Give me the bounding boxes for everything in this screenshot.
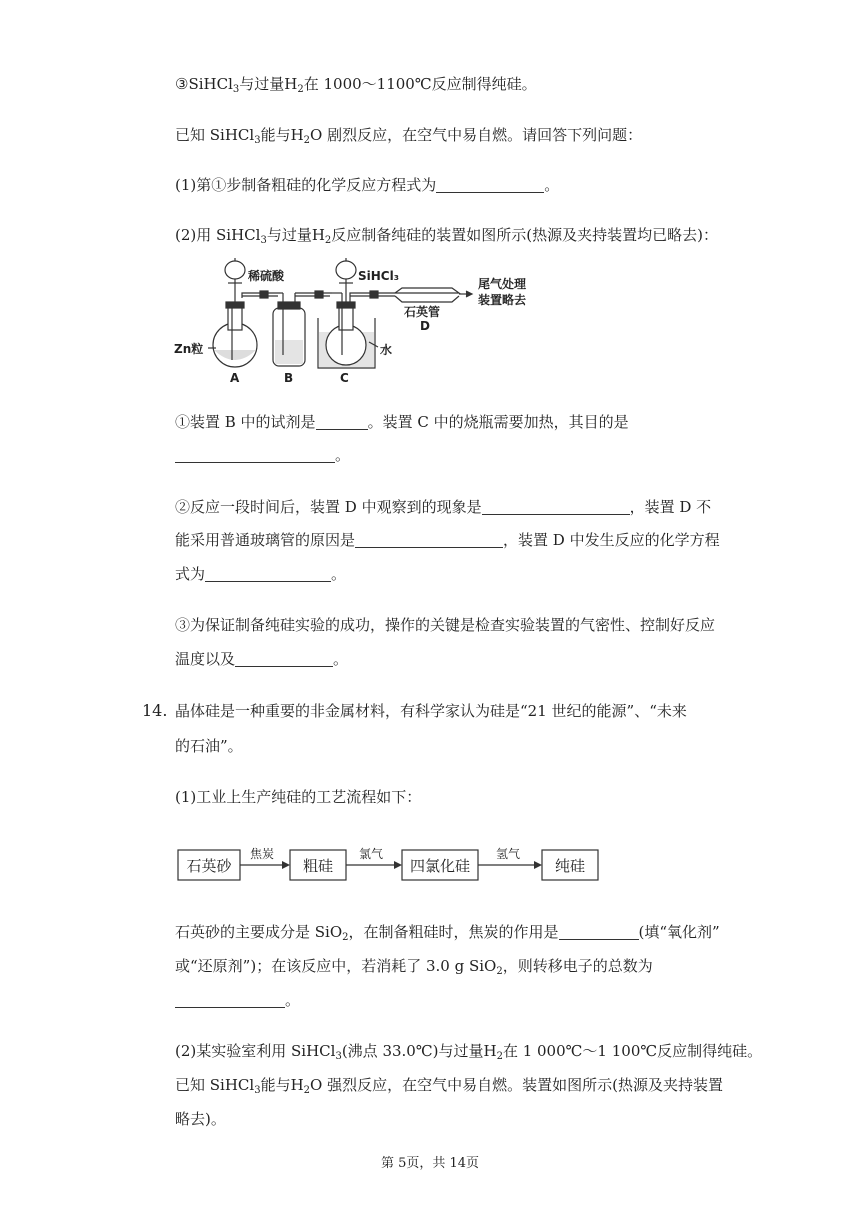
text: ③为保证制备纯硅实验的成功，操作的关键是检查实验装置的气密性、控制好反应 [175,616,716,634]
text: 已知 SiHCl [175,126,255,144]
text: ，装置 D 不 [629,498,712,516]
arrow-head [282,861,290,869]
text: 与过量H [239,75,298,93]
label-acid: 稀硫酸 [248,269,285,283]
text: (1)第①步制备粗硅的化学反应方程式为 [175,176,437,194]
answer-blank[interactable] [175,992,285,1008]
text-line [175,125,642,145]
question-14-2 [175,1041,762,1061]
flow-diagram [172,838,602,888]
question-14 [175,701,687,721]
text: O 强烈反应，在空气中易自燃。装置如图所示(热源及夹持装置 [310,1076,723,1094]
text: 与过量H [266,226,325,244]
text-line [175,649,348,669]
question-2 [175,225,718,245]
question-1 [175,175,559,195]
text: 式为 [175,565,206,583]
question-number: 14. [142,701,168,720]
subscript: 2 [496,966,503,977]
subscript: 2 [297,84,304,95]
text: 在 1000～1100℃反应制得纯硅。 [303,75,537,93]
text: 。 [544,176,560,194]
subscript: 3 [254,135,261,146]
text: (2)某实验室利用 SiHCl [175,1042,336,1060]
text: (1)工业上生产纯硅的工艺流程如下： [175,788,422,806]
text-line [175,564,346,584]
text: ，在制备粗硅时，焦炭的作用是 [348,923,559,941]
label-tail-2: 装置略去 [478,293,527,307]
flow-label-3: 四氯化硅 [409,857,471,875]
flow-label-4: 纯硅 [554,857,586,875]
apparatus-diagram [170,250,570,390]
answer-blank[interactable] [175,447,335,463]
text-line [175,1075,723,1095]
subscript: 3 [260,235,267,246]
text: 。 [285,991,301,1009]
subscript: 2 [303,135,311,146]
subscript: 3 [335,1051,342,1062]
answer-blank[interactable] [559,924,639,940]
text: ①装置 B 中的试剂是 [175,413,316,431]
label-sihcl3: SiHCl₃ [358,269,399,283]
label-water: 水 [380,343,393,357]
arrow-label-2: 氯气 [358,847,384,861]
text: 在 1 000℃～1 100℃反应制得纯硅。 [502,1042,763,1060]
label-d: D [420,319,430,333]
text-line [175,956,653,976]
text: O 剧烈反应，在空气中易自燃。请回答下列问题： [310,126,643,144]
label-a: A [230,371,240,385]
text: 晶体硅是一种重要的非金属材料，有科学家认为硅是“21 世纪的能源”、“未来 [175,702,687,720]
text: ③SiHCl [175,75,233,93]
flow-label-2: 粗硅 [302,857,334,875]
text: 反应制备纯硅的装置如图所示(热源及夹持装置均已略去)： [331,226,719,244]
text-line [175,736,243,756]
text: (沸点 33.0℃)与过量H [341,1042,497,1060]
text-line [175,74,537,94]
text: 能与H [260,1076,304,1094]
text: (2)用 SiHCl [175,226,261,244]
text: ，则转移电子的总数为 [502,957,653,975]
subscript: 2 [496,1051,503,1062]
label-b: B [284,371,294,385]
text: 略去)。 [175,1110,226,1128]
text: 或“还原剂”)；在该反应中，若消耗了 3.0 g SiO [175,957,497,975]
label-zn: Zn粒 [174,342,204,356]
flow-label-1: 石英砂 [186,857,232,875]
subscript: 2 [303,1085,311,1096]
text: 。装置 C 中的烧瓶需要加热，其目的是 [367,413,629,431]
text: 的石油”。 [175,737,243,755]
text-line [175,530,720,550]
subscript: 3 [232,84,240,95]
answer-blank[interactable] [436,177,544,193]
arrow-head [534,861,542,869]
arrow-label-3: 氢气 [495,847,521,861]
question-2-3 [175,615,715,635]
question-14-1 [175,787,421,807]
label-quartz-tube: 石英管 [404,305,441,319]
answer-blank[interactable] [482,499,630,515]
text: ，装置 D 中发生反应的化学方程 [503,531,720,549]
question-2-2 [175,497,711,517]
text-line [175,922,720,942]
text: 已知 SiHCl [175,1076,255,1094]
text: (填“氧化剂” [638,923,720,941]
answer-blank[interactable] [235,651,333,667]
text: 。 [331,565,347,583]
label-c: C [340,371,349,385]
text: 能与H [260,126,304,144]
subscript: 2 [324,235,332,246]
answer-blank[interactable] [205,566,331,582]
text: 温度以及 [175,650,236,668]
arrow-label-1: 焦炭 [249,847,275,861]
subscript: 2 [342,932,349,943]
text: ②反应一段时间后，装置 D 中观察到的现象是 [175,498,482,516]
text: 能采用普通玻璃管的原因是 [175,531,356,549]
text: 。 [333,650,349,668]
answer-blank[interactable] [355,532,503,548]
subscript: 3 [254,1085,261,1096]
text: 石英砂的主要成分是 SiO [175,923,343,941]
text-line [175,990,300,1010]
answer-blank[interactable] [316,414,368,430]
text: 。 [335,446,351,464]
page-footer: 第 5页，共 14页 [380,1156,480,1171]
text-line [175,445,350,465]
question-2-1 [175,412,629,432]
text-line [175,1109,226,1129]
arrow-head [394,861,402,869]
label-tail-1: 尾气处理 [478,277,527,291]
